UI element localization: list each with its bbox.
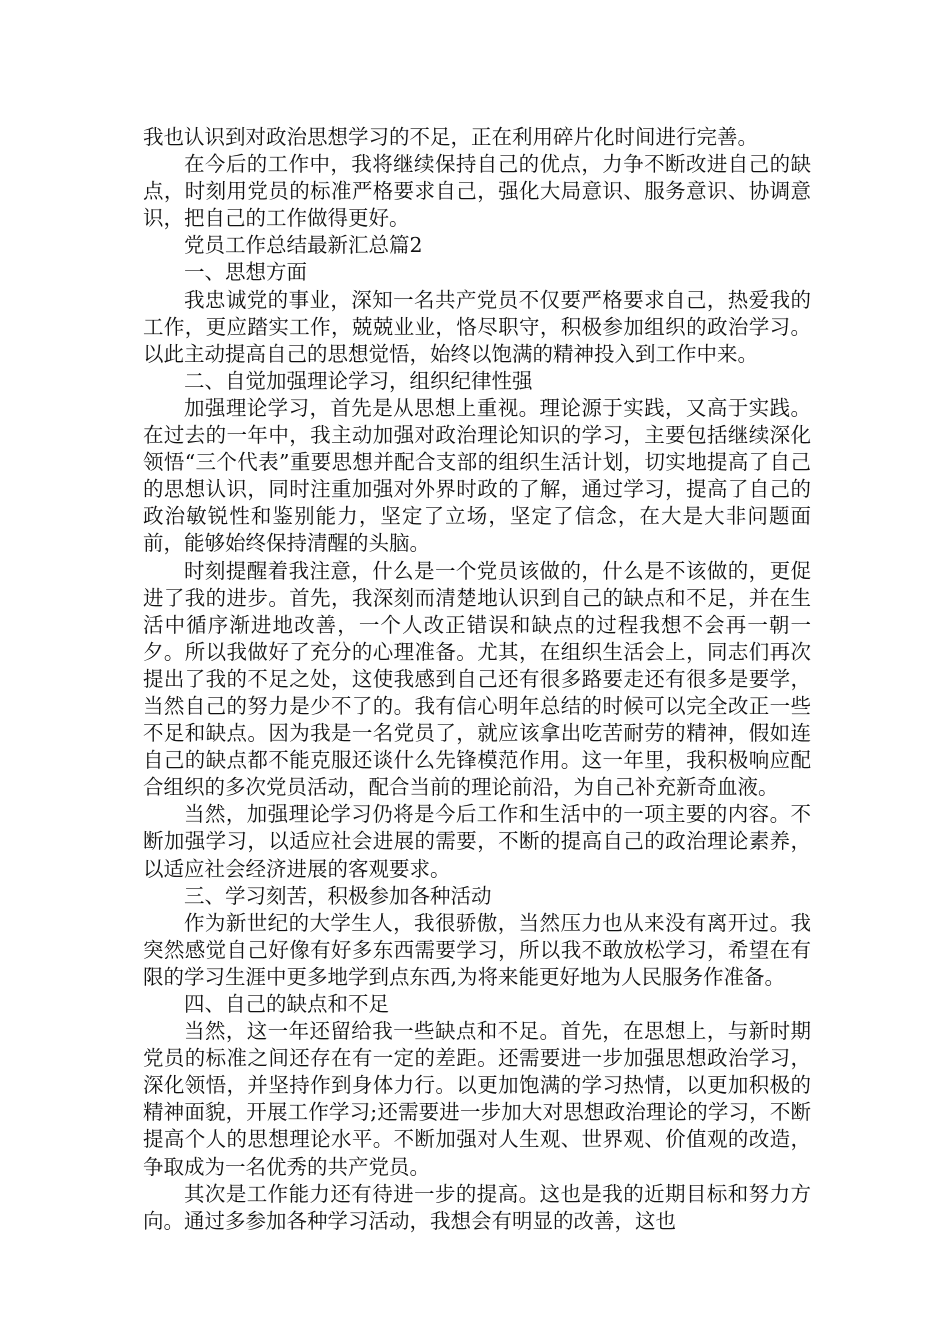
- document-title: 党员工作总结最新汇总篇2: [184, 233, 423, 258]
- body-paragraph: 当然，这一年还留给我一些缺点和不足。首先，在思想上，与新时期党员的标准之间还存在有一定的差距。还需要进一步加强思想政治学习，深化领悟，并坚持作到身体力行。以更加饱满的学习热情，以更加积极的精神面貌，开展工作学习;还需要进一步加大对思想政治理论的学习，不断提高个人的思想理论水平。不断加强对人生观、世界观、价值观的改造，争取成为一名优秀的共产党员。: [143, 1019, 811, 1179]
- section-heading: 一、思想方面: [184, 260, 307, 285]
- body-paragraph: 加强理论学习，首先是从思想上重视。理论源于实践，又高于实践。在过去的一年中，我主动加强对政治理论知识的学习，主要包括继续深化领悟“三个代表”重要思想并配合支部的组织生活计划，切实地提高了自己的思想认识，同时注重加强对外界时政的了解，通过学习，提高了自己的政治敏锐性和鉴别能力，坚定了立场，坚定了信念，在大是大非问题面前，能够始终保持清醒的头脑。: [143, 395, 811, 556]
- body-paragraph: 当然，加强理论学习仍将是今后工作和生活中的一项主要的内容。不断加强学习，以适应社会进展的需要，不断的提高自己的政治理论素养，以适应社会经济进展的客观要求。: [143, 802, 811, 881]
- body-paragraph: 作为新世纪的大学生人，我很骄傲，当然压力也从来没有离开过。我突然感觉自己好像有好多东西需要学习，所以我不敢放松学习，希望在有限的学习生涯中更多地学到点东西,为将来能更好地为人民服务作准备。: [143, 910, 811, 989]
- section-heading: 四、自己的缺点和不足: [184, 992, 389, 1016]
- section-heading: 三、学习刻苦，积极参加各种活动: [184, 883, 492, 908]
- body-paragraph: 时刻提醒着我注意，什么是一个党员该做的，什么是不该做的，更促进了我的进步。首先，我深刻而清楚地认识到自己的缺点和不足，并在生活中循序渐进地改善，一个人改正错误和缺点的过程我想不会再一朝一夕。所以我做好了充分的心理准备。尤其，在组织生活会上，同志们再次提出了我的不足之处，这使我感到自己还有很多路要走还有很多是要学，当然自己的努力是少不了的。我有信心明年总结的时候可以完全改正一些不足和缺点。因为我是一名党员了，就应该拿出吃苦耐劳的精神，假如连自己的缺点都不能克服还谈什么先锋模范作用。这一年里，我积极响应配合组织的多次党员活动，配合当前的理论前沿，为自己补充新奇血液。: [143, 558, 811, 800]
- body-paragraph: 我也认识到对政治思想学习的不足，正在利用碎片化时间进行完善。: [143, 125, 758, 149]
- body-paragraph: 其次是工作能力还有待进一步的提高。这也是我的近期目标和努力方向。通过多参加各种学习活动，我想会有明显的改善，这也: [143, 1181, 811, 1233]
- section-heading: 二、自觉加强理论学习，组织纪律性强: [184, 368, 533, 393]
- body-paragraph: 在今后的工作中，我将继续保持自己的优点，力争不断改进自己的缺点，时刻用党员的标准严格要求自己，强化大局意识、服务意识、协调意识，把自己的工作做得更好。: [143, 152, 811, 231]
- body-paragraph: 我忠诚党的事业，深知一名共产党员不仅要严格要求自己，热爱我的工作，更应踏实工作，兢兢业业，恪尽职守，积极参加组织的政治学习。以此主动提高自己的思想觉悟，始终以饱满的精神投入到工作中来。: [143, 287, 811, 366]
- document-page: [143, 124, 811, 1235]
